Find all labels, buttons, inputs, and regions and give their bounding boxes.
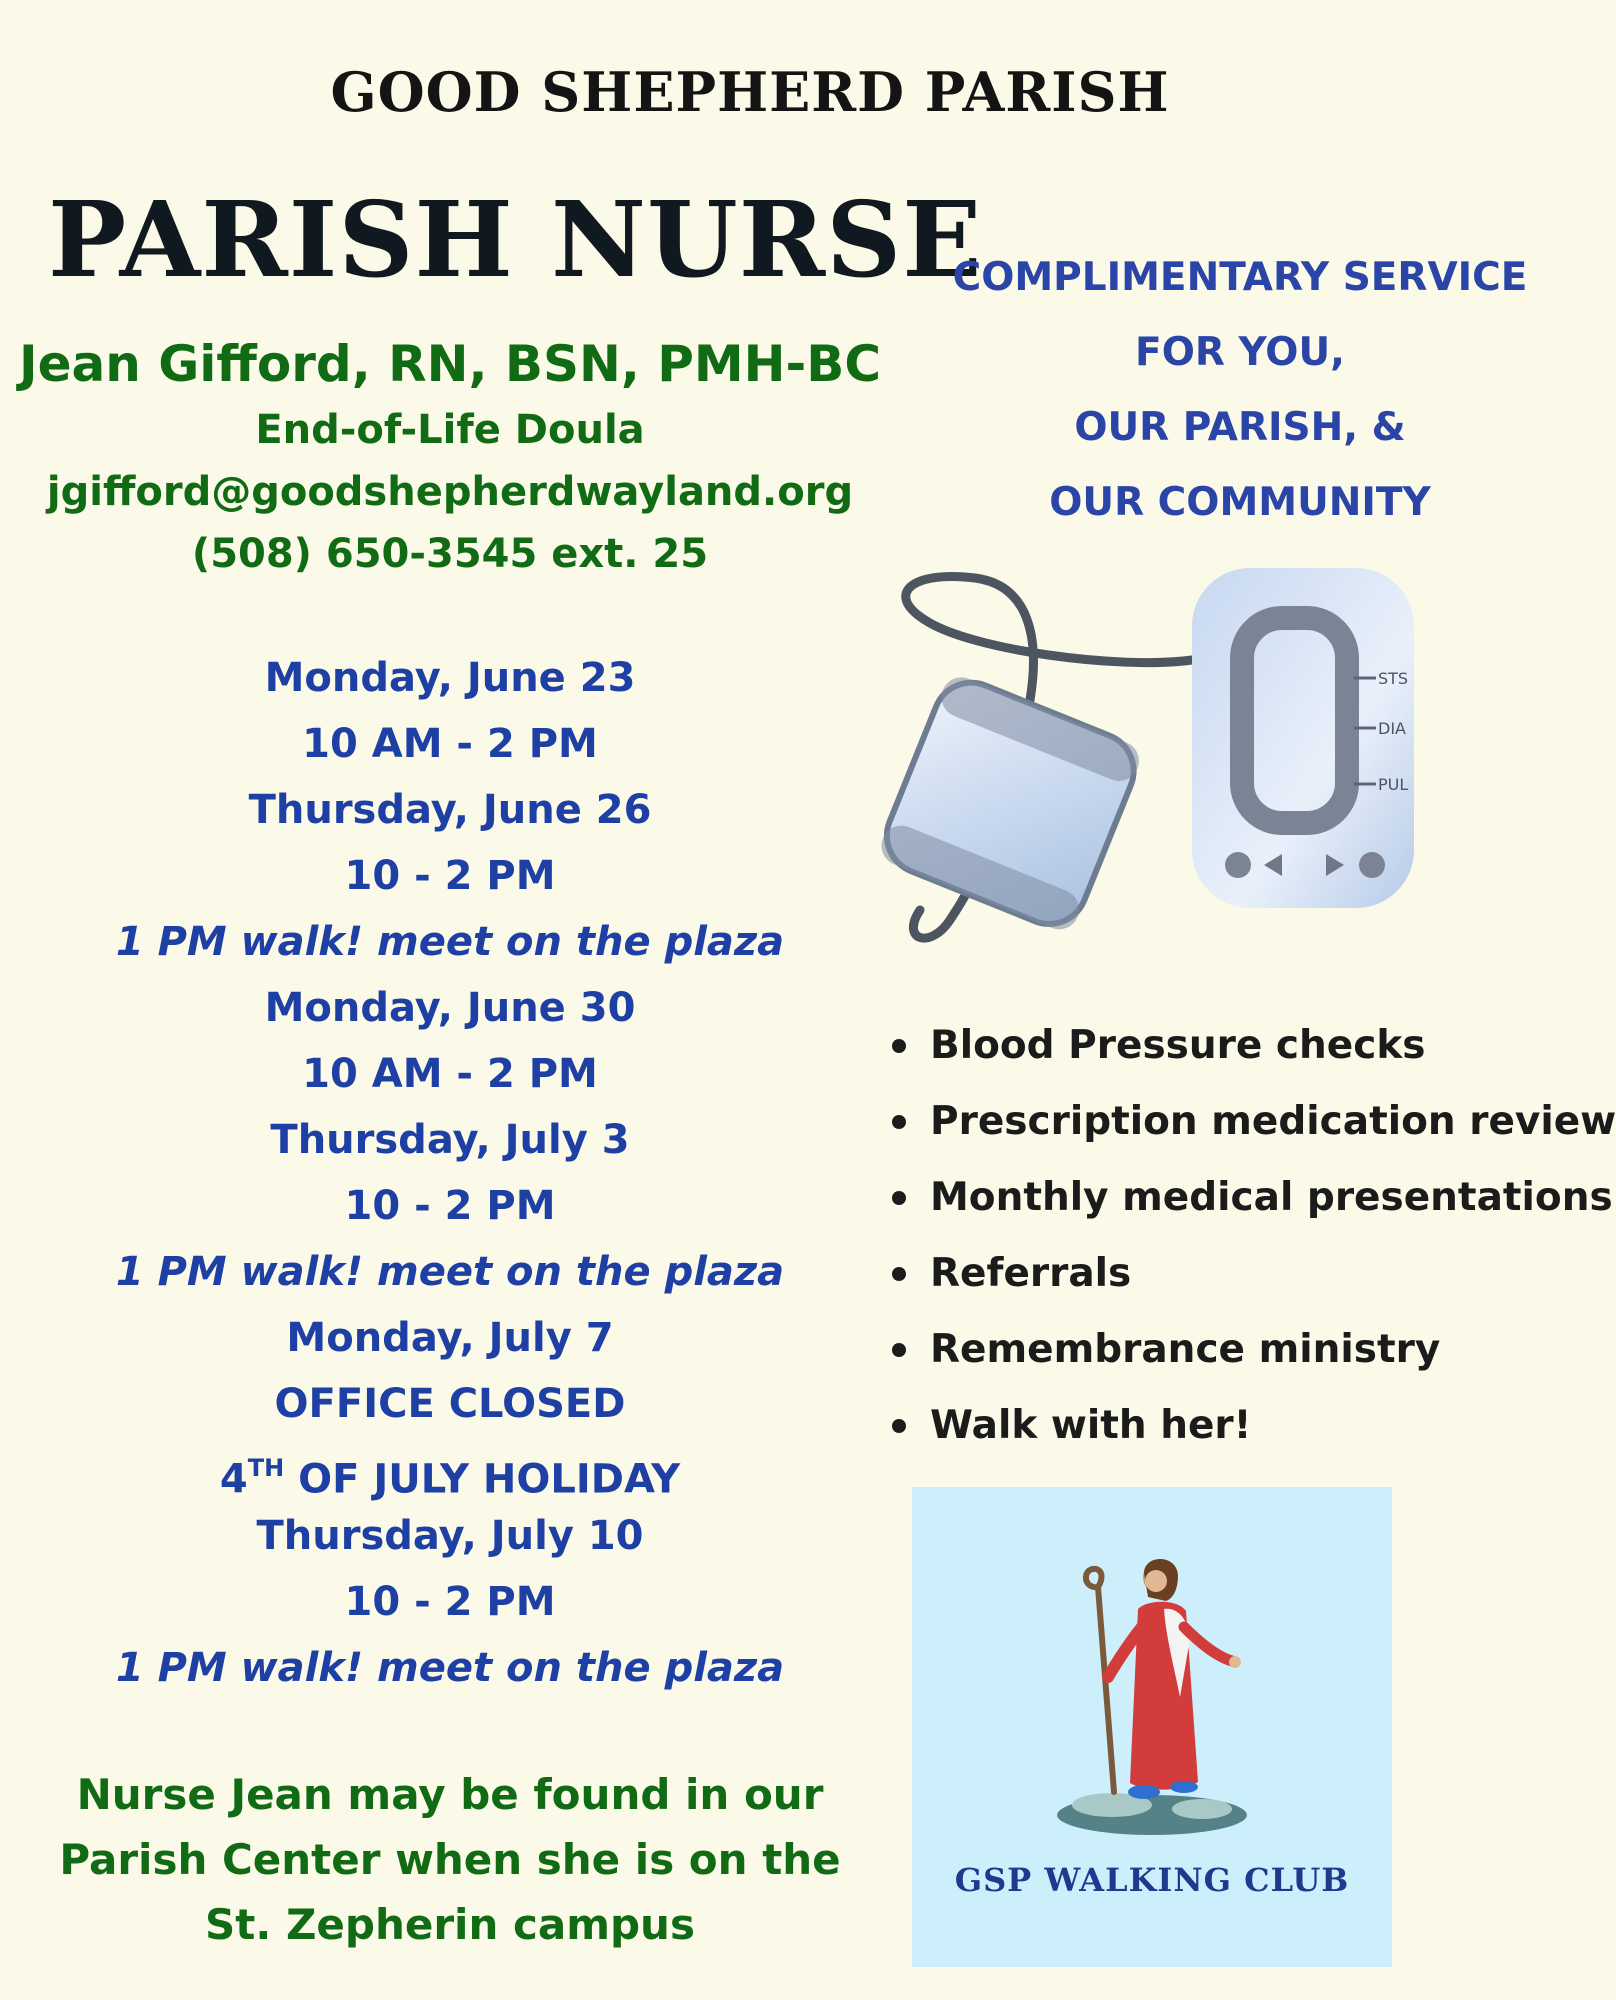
holiday-ordinal: TH [247, 1454, 285, 1482]
location-note-line: St. Zepherin campus [205, 1900, 695, 1949]
service-heading [930, 240, 1550, 540]
schedule-hours: 10 AM - 2 PM [302, 721, 598, 767]
nurse-role: End-of-Life Doula [255, 407, 645, 453]
location-note-line: Nurse Jean may be found in our [76, 1770, 824, 1819]
walking-shepherd-icon [1052, 1547, 1252, 1847]
pul-label: PUL [1378, 775, 1409, 794]
schedule-hours: 10 - 2 PM [344, 1183, 556, 1229]
walking-club-card [912, 1487, 1392, 1967]
blood-pressure-monitor-icon [880, 560, 1440, 960]
dia-label: DIA [1378, 719, 1406, 738]
schedule-hours: 10 - 2 PM [344, 853, 556, 899]
schedule-walk-note: 1 PM walk! meet on the plaza [115, 1645, 785, 1691]
list-item: Walk with her! [888, 1388, 1538, 1464]
bullet-icon [892, 1191, 906, 1205]
schedule-day: Monday, July 7 [286, 1315, 614, 1361]
services-list [888, 1008, 1616, 1464]
bullet-icon [892, 1343, 906, 1357]
schedule-day: Thursday, July 10 [256, 1513, 644, 1559]
list-item: Blood Pressure checks [888, 1008, 1538, 1084]
schedule-hours: 10 - 2 PM [344, 1579, 556, 1625]
schedule-day: Monday, June 23 [264, 655, 636, 701]
schedule-walk-note: 1 PM walk! meet on the plaza [115, 919, 785, 965]
nurse-name: Jean Gifford, RN, BSN, PMH-BC [18, 335, 882, 393]
schedule [0, 645, 900, 1701]
schedule-hours: 10 AM - 2 PM [302, 1051, 598, 1097]
schedule-day: Thursday, June 26 [248, 787, 652, 833]
location-note [0, 1762, 900, 1957]
nurse-email[interactable]: jgifford@goodshepherdwayland.org [46, 469, 854, 515]
list-item: Prescription medication review [888, 1084, 1538, 1160]
holiday-number: 4 [219, 1456, 248, 1503]
holiday-text: OF JULY HOLIDAY [298, 1456, 681, 1503]
schedule-closed: OFFICE CLOSED [274, 1381, 626, 1427]
contact-block [0, 335, 900, 585]
service-line: OUR COMMUNITY [1049, 480, 1431, 525]
parish-name: GOOD SHEPHERD PARISH [330, 60, 1170, 124]
schedule-day: Monday, June 30 [264, 985, 636, 1031]
schedule-day: Thursday, July 3 [270, 1117, 630, 1163]
page-title: PARISH NURSE [48, 178, 983, 301]
bullet-icon [892, 1039, 906, 1053]
service-line: COMPLIMENTARY SERVICE [952, 255, 1528, 300]
bullet-icon [892, 1419, 906, 1433]
bullet-icon [892, 1267, 906, 1281]
list-item: Monthly medical presentations [888, 1160, 1538, 1236]
service-line: FOR YOU, [1135, 330, 1345, 375]
service-line: OUR PARISH, & [1074, 405, 1406, 450]
list-item: Remembrance ministry [888, 1312, 1538, 1388]
schedule-holiday [0, 1437, 900, 1503]
nurse-phone[interactable]: (508) 650-3545 ext. 25 [191, 531, 709, 577]
list-item: Referrals [888, 1236, 1538, 1312]
bullet-icon [892, 1115, 906, 1129]
schedule-walk-note: 1 PM walk! meet on the plaza [115, 1249, 785, 1295]
sys-label: STS [1378, 669, 1409, 688]
location-note-line: Parish Center when she is on the [59, 1835, 841, 1884]
walking-club-title: GSP WALKING CLUB [954, 1861, 1350, 1899]
